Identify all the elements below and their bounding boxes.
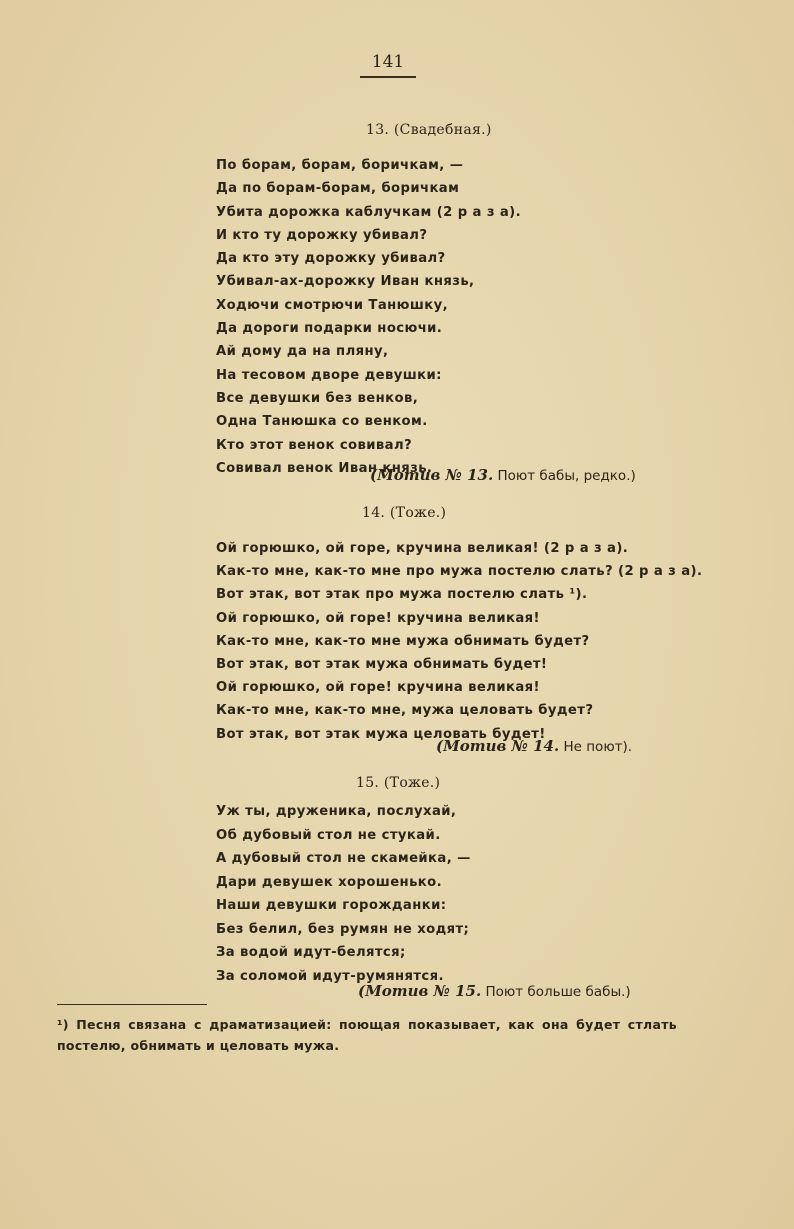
verse-line: Да дороги подарки носючи. xyxy=(216,321,443,337)
motif-label: (Мотив № 13. xyxy=(370,466,494,484)
song-14-verse xyxy=(216,537,702,746)
verse-line: Все девушки без венков, xyxy=(216,390,419,406)
verse-line: Ой горюшко, ой горе, кручина великая! (2 р а з а). xyxy=(216,541,629,556)
verse-line: Ходючи смотрючи Танюшку, xyxy=(216,297,449,313)
verse-line: Как-то мне, как-то мне мужа обнимать будет? xyxy=(216,633,590,649)
verse-line: Вот этак, вот этак мужа целовать будет! xyxy=(216,726,546,742)
verse-line: А дубовый стол не скамейка, — xyxy=(216,851,471,866)
verse-line: Убивал-ах-дорожку Иван князь, xyxy=(216,274,475,290)
verse-line: Вот этак, вот этак мужа обнимать будет! xyxy=(216,656,548,672)
verse-line: По борам, борам, боричкам, — xyxy=(216,158,464,173)
song-14-heading: 14. (Тоже.) xyxy=(362,505,447,521)
verse-line: За водой идут-белятся; xyxy=(216,945,406,960)
footnote-divider xyxy=(57,1004,207,1005)
footnote-marker: ¹) xyxy=(57,1017,69,1032)
verse-line: Уж ты, друженика, послухай, xyxy=(216,804,457,819)
song-15-heading: 15. (Тоже.) xyxy=(356,775,441,791)
motif-label: (Мотив № 14. xyxy=(436,737,560,755)
verse-line: Да по борам-борам, боричкам xyxy=(216,181,460,197)
footnote xyxy=(57,1014,677,1056)
motif-note: Не поют). xyxy=(559,739,633,755)
verse-line: Ой горюшко, ой горе! кручина великая! xyxy=(216,680,540,696)
verse-line: Как-то мне, как-то мне про мужа постелю слать? (2 р а з а). xyxy=(216,564,703,580)
verse-line: Как-то мне, как-то мне, мужа целовать будет? xyxy=(216,703,594,719)
song-15-motif xyxy=(358,982,631,1000)
verse-line: Ой горюшко, ой горе! кручина великая! xyxy=(216,610,540,626)
verse-line: Без белил, без румян не ходят; xyxy=(216,921,470,937)
verse-line: И кто ту дорожку убивал? xyxy=(216,227,428,243)
song-14-motif xyxy=(436,737,632,755)
verse-line: Вот этак, вот этак про мужа постелю слать ¹). xyxy=(216,587,588,603)
verse-line: Убита дорожка каблучкам (2 р а з а). xyxy=(216,204,522,220)
verse-line: Об дубовый стол не стукай. xyxy=(216,827,441,843)
song-13-motif xyxy=(370,466,636,484)
motif-label: (Мотив № 15. xyxy=(358,982,482,1000)
verse-line: Да кто эту дорожку убивал? xyxy=(216,251,446,267)
verse-line: На тесовом дворе девушки: xyxy=(216,367,442,383)
song-15-verse xyxy=(216,800,471,988)
verse-line: Дари девушек хорошенько. xyxy=(216,874,443,890)
verse-line: Совивал венок Иван князь. xyxy=(216,460,433,476)
verse-line: Наши девушки горожданки: xyxy=(216,898,447,913)
verse-line: Одна Танюшка со венком. xyxy=(216,414,428,430)
page-number: 141 xyxy=(360,52,416,78)
footnote-text: Песня связана с драматизацией: поющая показывает, как она будет стлать постелю, обнимать и целовать мужа. xyxy=(57,1017,677,1053)
verse-line: Ай дому да на пляну, xyxy=(216,344,389,360)
song-13-verse xyxy=(216,154,521,480)
verse-line: За соломой идут-румянятся. xyxy=(216,968,444,984)
song-13-heading: 13. (Свадебная.) xyxy=(366,122,492,138)
verse-line: Кто этот венок совивал? xyxy=(216,437,413,453)
motif-note: Поют больше бабы.) xyxy=(481,984,631,1000)
motif-note: Поют бабы, редко.) xyxy=(493,468,636,484)
